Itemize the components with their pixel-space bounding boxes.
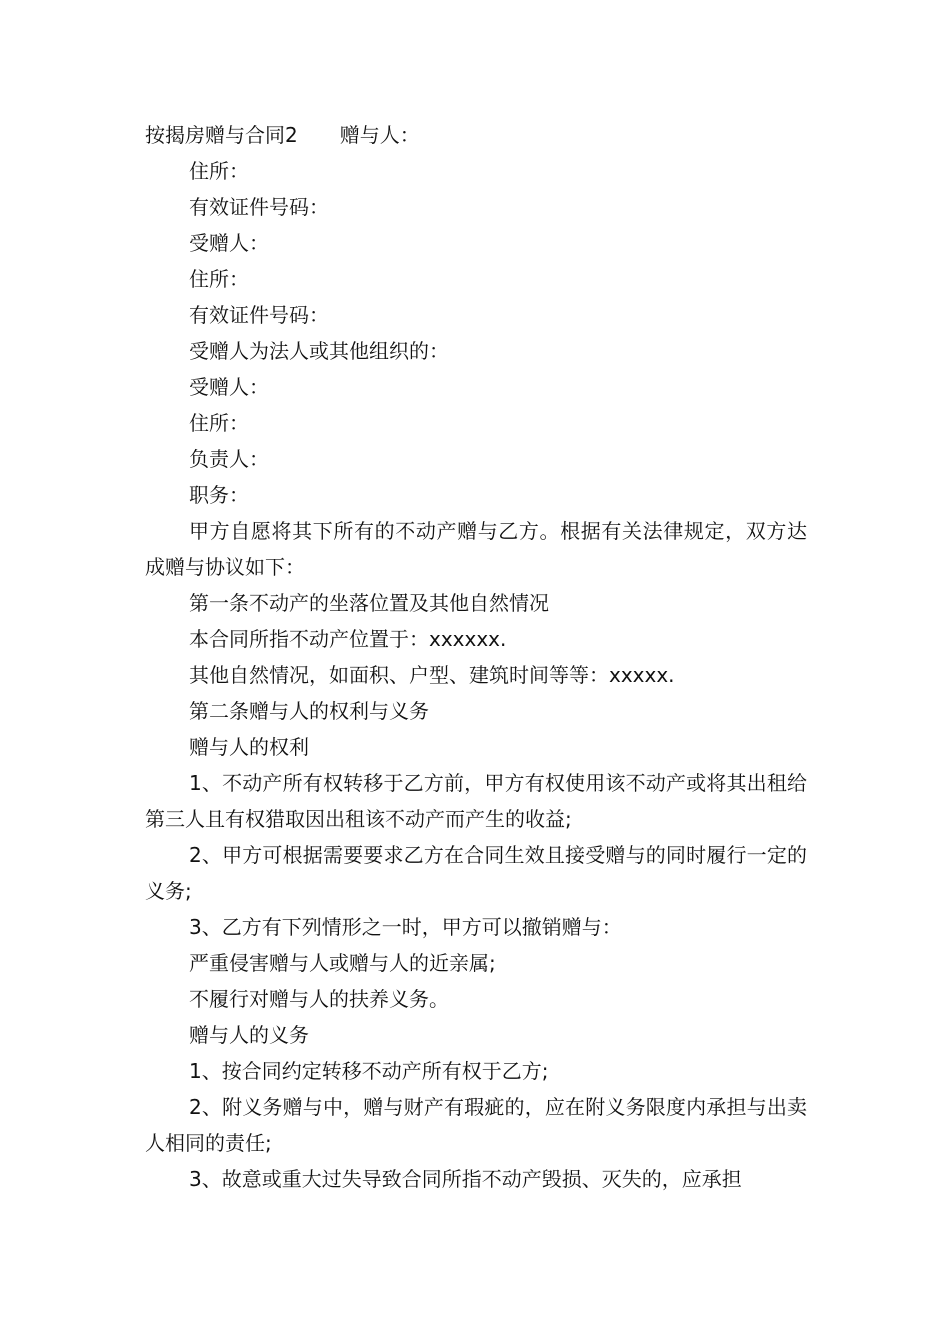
title-line <box>145 117 807 153</box>
paragraph: 受赠人： <box>189 375 269 399</box>
paragraph: 2、甲方可根据需要要求乙方在合同生效且接受赠与的同时履行一定的义务; <box>145 843 807 903</box>
paragraph: 1、不动产所有权转移于乙方前，甲方有权使用该不动产或将其出租给第三人且有权猎取因出租该不动产而产生的收益; <box>145 771 807 831</box>
paragraph: 2、附义务赠与中，赠与财产有瑕疵的，应在附义务限度内承担与出卖人相同的责任; <box>145 1095 807 1155</box>
paragraph: 住所： <box>189 411 249 435</box>
paragraph: 受赠人： <box>189 231 269 255</box>
paragraph: 职务： <box>189 483 249 507</box>
paragraph: 第一条不动产的坐落位置及其他自然情况 <box>189 591 549 615</box>
paragraph: 住所： <box>189 159 249 183</box>
paragraph: 第二条赠与人的权利与义务 <box>189 699 429 723</box>
donor-label: 赠与人： <box>339 123 420 147</box>
paragraph: 住所： <box>189 267 249 291</box>
paragraph: 赠与人的权利 <box>189 735 309 759</box>
paragraph: 其他自然情况，如面积、户型、建筑时间等等：xxxxx. <box>189 663 675 687</box>
paragraph: 1、按合同约定转移不动产所有权于乙方; <box>189 1059 549 1083</box>
document-body <box>145 117 807 1197</box>
paragraph: 受赠人为法人或其他组织的： <box>189 339 449 363</box>
document-title: 按揭房赠与合同2 <box>145 123 298 147</box>
paragraph: 赠与人的义务 <box>189 1023 309 1047</box>
paragraph: 3、故意或重大过失导致合同所指不动产毁损、灭失的，应承担 <box>189 1167 742 1191</box>
paragraph: 有效证件号码： <box>189 195 329 219</box>
paragraph: 严重侵害赠与人或赠与人的近亲属; <box>189 951 496 975</box>
paragraph: 本合同所指不动产位置于：xxxxxx. <box>189 627 507 651</box>
paragraph: 负责人： <box>189 447 269 471</box>
paragraph: 3、乙方有下列情形之一时，甲方可以撤销赠与： <box>189 915 622 939</box>
paragraph: 甲方自愿将其下所有的不动产赠与乙方。根据有关法律规定，双方达成赠与协议如下： <box>145 519 807 579</box>
paragraph: 有效证件号码： <box>189 303 329 327</box>
paragraph: 不履行对赠与人的扶养义务。 <box>189 987 449 1011</box>
